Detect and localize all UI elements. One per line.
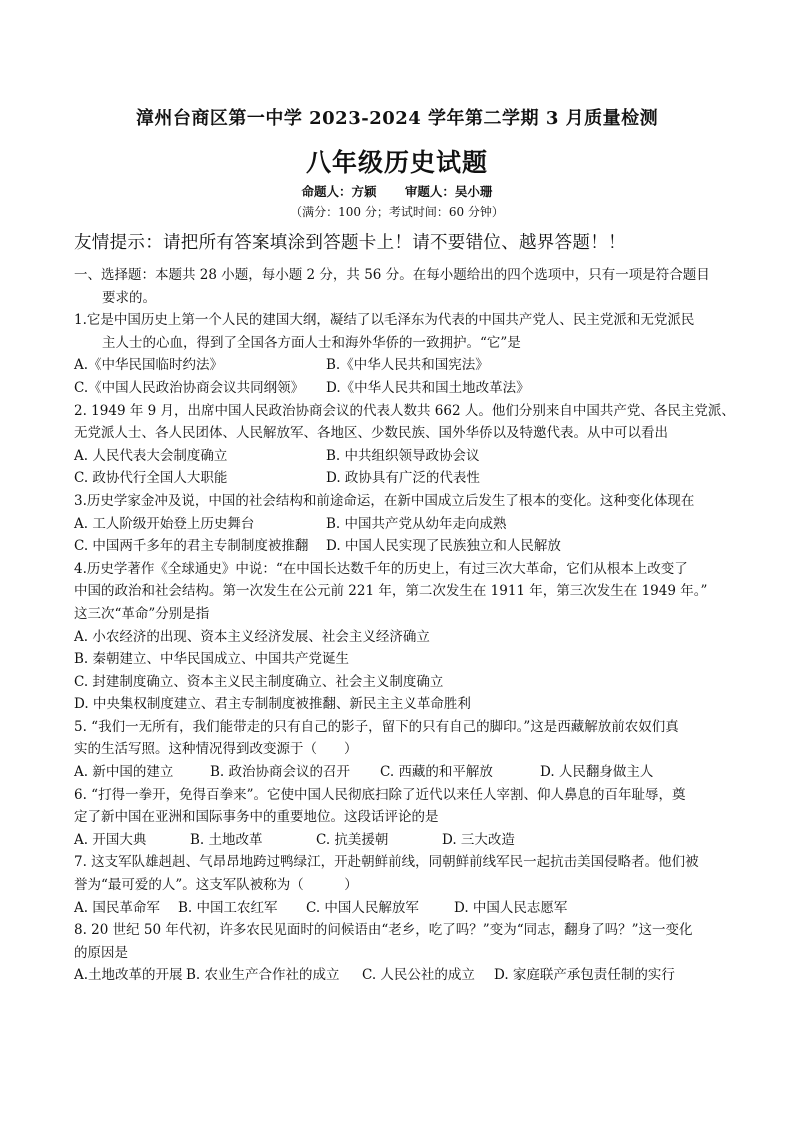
- option-d: D. 人民翻身做主人: [540, 764, 654, 781]
- option-b: B. 农业生产合作社的成立: [186, 967, 340, 984]
- option-d: D. 三大改造: [442, 831, 515, 848]
- option-b: B.《中华人民共和国宪法》: [326, 357, 489, 374]
- section-choice: [74, 264, 734, 987]
- question-7-stem: 7. 这支军队雄赳赳、气昂昂地跨过鸭绿江，开赴朝鲜前线，同朝鲜前线军民一起抗击美国侵略者。他们被: [74, 854, 699, 871]
- option-c: C.《中国人民政治协商会议共同纲领》: [74, 379, 305, 396]
- question-7-stem: 誉为“最可爱的人”。这支军队被称为（ ）: [74, 877, 358, 894]
- setter: 命题人：方颖: [301, 184, 377, 199]
- question-2-stem: 无党派人士、各人民团体、人民解放军、各地区、少数民族、国外华侨以及特邀代表。从中可以看出: [74, 425, 668, 442]
- section-intro: 要求的。: [102, 289, 156, 306]
- exam-title: 八年级历史试题: [305, 148, 488, 177]
- question-8-stem: 8. 20 世纪 50 年代初，许多农民见面时的问候语由“老乡，吃了吗？”变为“同志，翻身了吗？”这一变化: [74, 922, 693, 939]
- option-c: C. 中国人民解放军: [306, 899, 419, 916]
- option-c: C. 中国两千多年的君主专制制度被推翻: [74, 538, 309, 555]
- question-1-options: [74, 377, 734, 400]
- reviewer: 审题人：吴小珊: [404, 184, 493, 199]
- question-1-stem: 1.它是中国历史上第一个人民的建国大纲，凝结了以毛泽东为代表的中国共产党人、民主党派和无党派民: [74, 312, 695, 329]
- option-b: B. 政治协商会议的召开: [210, 764, 351, 781]
- option-b: B. 土地改革: [190, 831, 263, 848]
- option-d: D. 中国人民实现了民族独立和人民解放: [326, 538, 561, 555]
- question-8-stem: 的原因是: [74, 944, 128, 961]
- question-5-options: [74, 761, 734, 784]
- question-6-stem: 6. “打得一拳开，免得百拳来”。它使中国人民彻底扫除了近代以来任人宰割、仰人鼻息的百年耻辱，奠: [74, 786, 686, 803]
- question-8-options: [74, 964, 734, 987]
- question-7-options: [74, 897, 734, 920]
- question-2-options: [74, 467, 734, 490]
- question-5-stem: 实的生活写照。这种情况得到改变源于（ ）: [74, 741, 358, 758]
- option-a: A. 小农经济的出现、资本主义经济发展、社会主义经济确立: [74, 628, 430, 645]
- question-3-options: [74, 535, 734, 558]
- option-c: C. 人民公社的成立: [362, 967, 475, 984]
- option-d: D. 中央集权制度建立、君主专制制度被推翻、新民主主义革命胜利: [74, 696, 471, 713]
- option-d: D. 家庭联产承包责任制的实行: [494, 967, 675, 984]
- school-title: 漳州台商区第一中学 2023-2024 学年第二学期 3 月质量检测: [135, 108, 659, 129]
- option-a: A.《中华民国临时约法》: [74, 357, 224, 374]
- option-a: A. 国民革命军: [74, 899, 160, 916]
- option-c: C. 抗美援朝: [316, 831, 389, 848]
- option-d: D.《中华人民共和国土地改革法》: [326, 379, 530, 396]
- question-4-stem: 中国的政治和社会结构。第一次发生在公元前 221 年，第二次发生在 1911 年，第三次发生在 1949 年。”: [74, 583, 708, 600]
- authors-line: [0, 182, 794, 200]
- question-4-stem: 4.历史学著作《全球通史》中说：“在中国长达数千年的历史上，有过三次大革命，它们从根本上改变了: [74, 560, 688, 577]
- question-3-stem: 3.历史学家金冲及说，中国的社会结构和前途命运，在新中国成立后发生了根本的变化。这种变化体现在: [74, 492, 695, 509]
- question-6-options: [74, 829, 734, 852]
- section-intro: 一、选择题：本题共 28 小题，每小题 2 分，共 56 分。在每小题给出的四个选项中，只有一项是符合题目: [74, 267, 710, 283]
- question-2-stem: 2. 1949 年 9 月，出席中国人民政治协商会议的代表人数共 662 人。他们分别来自中国共产党、各民主党派、: [74, 402, 735, 419]
- option-a: A. 人民代表大会制度确立: [74, 447, 228, 464]
- option-c: C. 西藏的和平解放: [380, 764, 493, 781]
- option-d: D. 政协具有广泛的代表性: [326, 470, 480, 487]
- friendly-tip: 友情提示：请把所有答案填涂到答题卡上！请不要错位、越界答题！！: [74, 233, 626, 253]
- question-2-options: [74, 445, 734, 468]
- question-1-stem: 主人士的心血，得到了全国各方面人士和海外华侨的一致拥护。“它”是: [102, 334, 521, 351]
- question-6-stem: 定了新中国在亚洲和国际事务中的重要地位。这段话评论的是: [74, 809, 439, 826]
- option-d: D. 中国人民志愿军: [454, 899, 568, 916]
- question-5-stem: 5. “我们一无所有，我们能带走的只有自己的影子，留下的只有自己的脚印。”这是西藏解放前农奴们真: [74, 718, 679, 735]
- question-3-options: [74, 513, 734, 536]
- option-b: B. 中国共产党从幼年走向成熟: [326, 515, 507, 532]
- option-a: A.土地改革的开展: [74, 967, 183, 984]
- question-1-options: [74, 354, 734, 377]
- question-4-stem: 这三次“革命”分别是指: [74, 605, 210, 622]
- option-c: C. 封建制度确立、资本主义民主制度确立、社会主义制度确立: [74, 673, 444, 690]
- score-time: （满分：100 分；考试时间：60 分钟）: [290, 205, 504, 219]
- option-b: B. 中国工农红军: [178, 899, 278, 916]
- option-a: A. 新中国的建立: [74, 764, 174, 781]
- option-a: A. 开国大典: [74, 831, 147, 848]
- option-b: B. 秦朝建立、中华民国成立、中国共产党诞生: [74, 651, 350, 668]
- option-a: A. 工人阶级开始登上历史舞台: [74, 515, 255, 532]
- option-b: B. 中共组织领导政协会议: [326, 447, 480, 464]
- option-c: C. 政协代行全国人大职能: [74, 470, 228, 487]
